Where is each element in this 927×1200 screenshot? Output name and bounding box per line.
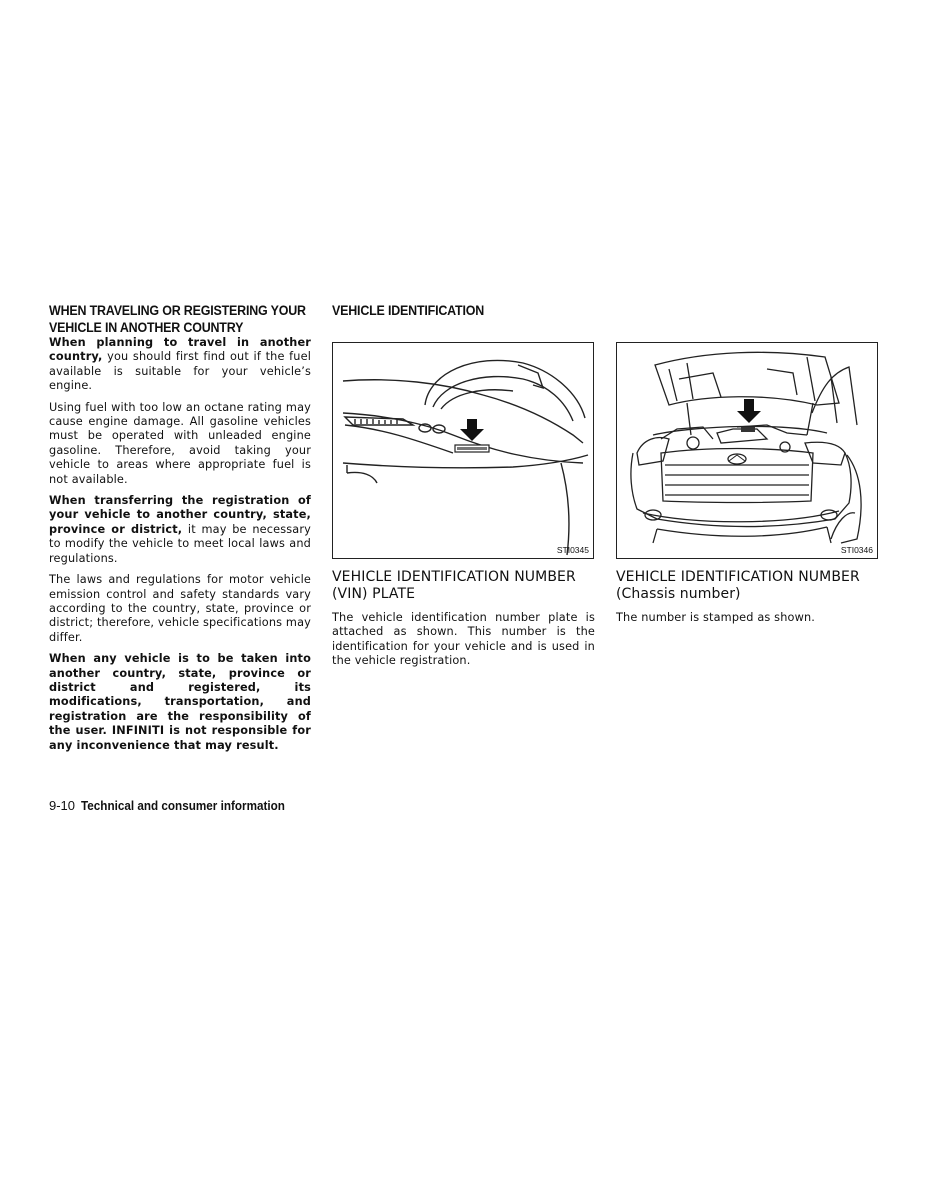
page-footer — [49, 798, 308, 813]
page-number: 9-10 — [49, 798, 76, 813]
subheading-vin-line-2: (VIN) PLATE — [332, 586, 416, 602]
subheading-chassis-line-1: VEHICLE IDENTIFICATION NUMBER — [616, 569, 860, 585]
middle-column-text — [332, 569, 595, 676]
figure-chassis-number — [616, 342, 878, 559]
paragraph-transfer-bold: When transferring the registration of your vehicle to another country, state, province or district, — [49, 494, 311, 536]
section-heading-vehicle-identification: VEHICLE IDENTIFICATION — [332, 303, 485, 318]
paragraph-vin-plate: The vehicle identification number plate is attached as shown. This number is the identification for your vehicle and is used in the vehicle registration. — [332, 611, 595, 668]
subheading-vin-plate — [332, 569, 595, 603]
subheading-chassis-line-2: (Chassis number) — [616, 586, 741, 602]
heading-line-1: WHEN TRAVELING OR REGISTERING YOUR — [49, 303, 306, 318]
right-column-text — [616, 569, 878, 632]
figure-label-sti0345: STI0345 — [556, 545, 589, 555]
heading-line-2: VEHICLE IN ANOTHER COUNTRY — [49, 320, 244, 335]
left-column — [49, 302, 311, 760]
paragraph-travel-bold: When planning to travel in another country, — [49, 336, 311, 364]
subheading-vin-line-1: VEHICLE IDENTIFICATION NUMBER — [332, 569, 576, 585]
car-front-hood-open-illustration — [617, 343, 877, 558]
paragraph-chassis-number: The number is stamped as shown. — [616, 611, 816, 624]
arrow-down-icon — [737, 399, 761, 423]
paragraph-travel — [49, 336, 311, 394]
figure-label-sti0346: STI0346 — [840, 545, 873, 555]
paragraph-responsibility: When any vehicle is to be taken into another country, state, province or district and registered, its modifications, transportation, and registration are the responsibility of the user. INFINITI is not responsible for any inconvenience that may result. — [49, 652, 311, 752]
paragraph-travel-text: you should first find out if the fuel available is suitable for your vehicle’s engine. — [49, 350, 311, 393]
paragraph-transfer — [49, 494, 311, 566]
paragraph-transfer-text: it may be necessary to modify the vehicle to meet local laws and regulations. — [49, 522, 311, 565]
subheading-chassis-number — [616, 569, 878, 603]
paragraph-octane: Using fuel with too low an octane rating may cause engine damage. All gasoline vehicles must be operated with unleaded engine gasoline. Therefore, avoid taking your vehicle to areas where appropriate fuel is not available. — [49, 400, 311, 486]
section-heading-traveling — [49, 302, 306, 336]
arrow-down-icon — [460, 419, 484, 441]
dashboard-vin-illustration — [333, 343, 593, 558]
footer-section-title: Technical and consumer information — [81, 798, 285, 813]
paragraph-laws: The laws and regulations for motor vehicle emission control and safety standards vary according to the country, state, province or district; therefore, vehicle specifications may differ. — [49, 573, 311, 644]
figure-vin-plate — [332, 342, 594, 559]
